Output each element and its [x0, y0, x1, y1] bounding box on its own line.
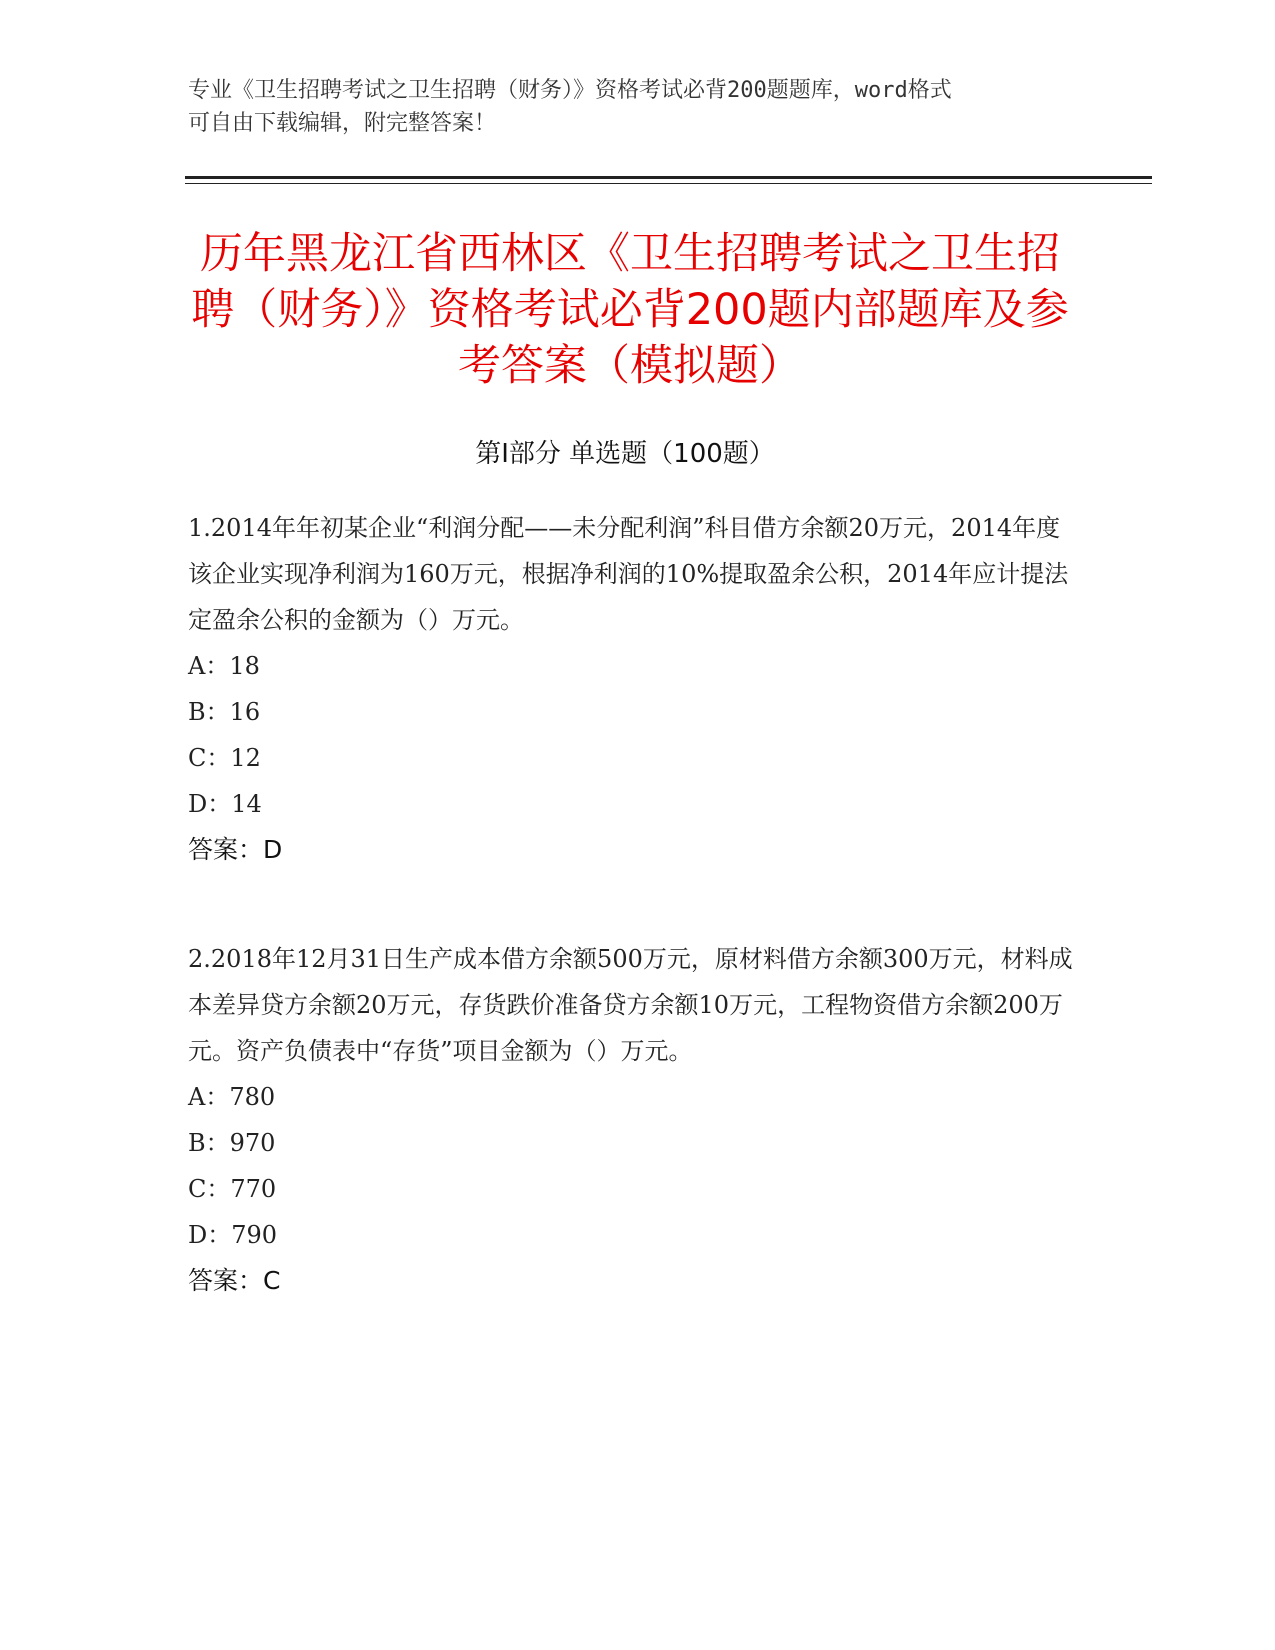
section-heading: 第Ⅰ部分 单选题（100题） — [475, 439, 775, 469]
question-2-answer: 答案：C — [188, 1266, 281, 1295]
header-divider-thin — [185, 183, 1152, 184]
question-2-option-a: A：780 — [188, 1083, 276, 1111]
header-divider-thick — [185, 176, 1152, 179]
question-2-option-b: B：970 — [188, 1129, 276, 1157]
question-1-option-d: D：14 — [188, 790, 262, 818]
question-1 — [188, 505, 1083, 873]
question-1-option-c: C：12 — [188, 744, 261, 772]
question-2-stem: 2.2018年12月31日生产成本借方余额500万元，原材料借方余额300万元，材料成本差异贷方余额20万元，存货跌价准备贷方余额10万元，工程物资借方余额200万元。资产负债表中“存货”项目金额为（）万元。 — [188, 945, 1073, 1065]
question-1-answer: 答案：D — [188, 835, 283, 864]
question-1-option-a: A：18 — [188, 652, 260, 680]
document-title: 历年黑龙江省西林区《卫生招聘考试之卫生招聘（财务）》资格考试必背200题内部题库及参考答案（模拟题） — [191, 229, 1069, 391]
question-2-option-c: C：770 — [188, 1175, 277, 1203]
header-note-line-2: 可自由下载编辑，附完整答案！ — [188, 111, 497, 136]
question-1-option-b: B：16 — [188, 698, 261, 726]
question-1-stem: 1.2014年年初某企业“利润分配——未分配利润”科目借方余额20万元，2014年度该企业实现净利润为160万元，根据净利润的10%提取盈余公积，2014年应计提法定盈余公积的金额为（）万元。 — [188, 514, 1069, 634]
question-2-option-d: D：790 — [188, 1221, 278, 1249]
question-2 — [188, 936, 1083, 1304]
header-note-line-1: 专业《卫生招聘考试之卫生招聘（财务）》资格考试必背200题题库，word格式 — [188, 78, 952, 103]
header-note — [188, 74, 1068, 140]
